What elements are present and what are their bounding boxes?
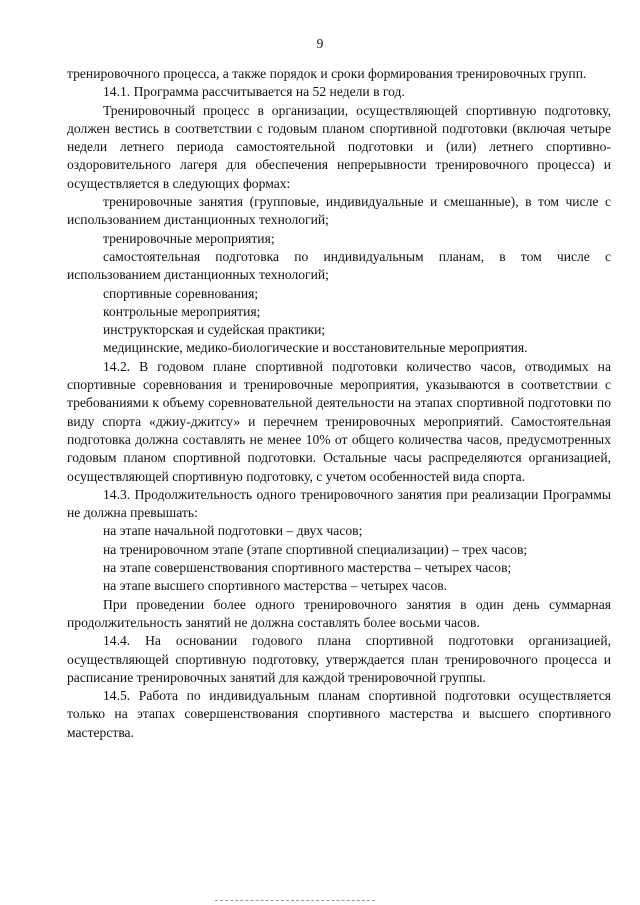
paragraph-training-process: Тренировочный процесс в организации, осуществляющей спортивную подготовку, должен вестись в соответствии с годовым планом спортивной подготовки (включая четыре недели летнего периода самостоятельной подготовки и (или) летнего спортивно-оздоровительного лагеря для обеспечения непрерывности тренировочного процесса) и осуществляется в следующих формах:	[67, 102, 611, 191]
paragraph-14-5: 14.5. Работа по индивидуальным планам спортивной подготовки осуществляется только на этапах совершенствования спортивного мастерства и высшего спортивного мастерства.	[67, 688, 611, 740]
paragraph-14-4: 14.4. На основании годового плана спортивной подготовки организацией, осуществляющей спортивную подготовку, утверждается план тренировочного процесса и расписание тренировочных занятий для каждой тренировочной группы.	[67, 633, 611, 685]
paragraph-14-1: 14.1. Программа рассчитывается на 52 недели в год.	[103, 84, 405, 100]
paragraph-continuation: тренировочного процесса, а также порядок и сроки формирования тренировочных групп.	[67, 66, 587, 81]
list-item: на этапе высшего спортивного мастерства – четырех часов.	[103, 578, 448, 594]
list-item: инструкторская и судейская практики;	[103, 322, 326, 338]
list-item: на этапе совершенствования спортивного мастерства – четырех часов;	[103, 560, 512, 576]
list-item: тренировочные мероприятия;	[103, 230, 275, 246]
paragraph-14-3: 14.3. Продолжительность одного тренировочного занятия при реализации Программы не должна превышать:	[67, 486, 611, 521]
list-item: медицинские, медико-биологические и восстановительные мероприятия.	[103, 340, 528, 356]
list-item: на тренировочном этапе (этапе спортивной специализации) – трех часов;	[103, 541, 528, 557]
list-item: тренировочные занятия (групповые, индивидуальные и смешанные), в том числе с использованием дистанционных технологий;	[67, 194, 611, 228]
page-number: 9	[316, 36, 324, 51]
document-body	[67, 65, 611, 742]
paragraph-multiple-sessions: При проведении более одного тренировочного занятия в один день суммарная продолжительность занятий не должна составлять более восьми часов.	[67, 596, 611, 630]
list-item: спортивные соревнования;	[103, 285, 259, 301]
list-item: контрольные мероприятия;	[103, 303, 261, 319]
list-item: самостоятельная подготовка по индивидуальным планам, в том числе с использованием дистанционных технологий;	[67, 248, 611, 283]
paragraph-14-2: 14.2. В годовом плане спортивной подготовки количество часов, отводимых на спортивные соревнования и тренировочные мероприятия, указываются в соответствии с требованиями к объему соревновательной деятельности на этапах спортивной подготовки по виду спорта «джиу-джитсу» и перечнем тренировочных мероприятий. Самостоятельная подготовка должна составлять не менее 10% от общего количества часов, предусмотренных годовым планом спортивной подготовки. Остальные часы распределяются организацией, осуществляющей спортивную подготовку, с учетом особенностей вида спорта.	[67, 358, 611, 484]
list-item: на этапе начальной подготовки – двух часов;	[103, 523, 363, 539]
scan-edge-line	[215, 900, 375, 902]
